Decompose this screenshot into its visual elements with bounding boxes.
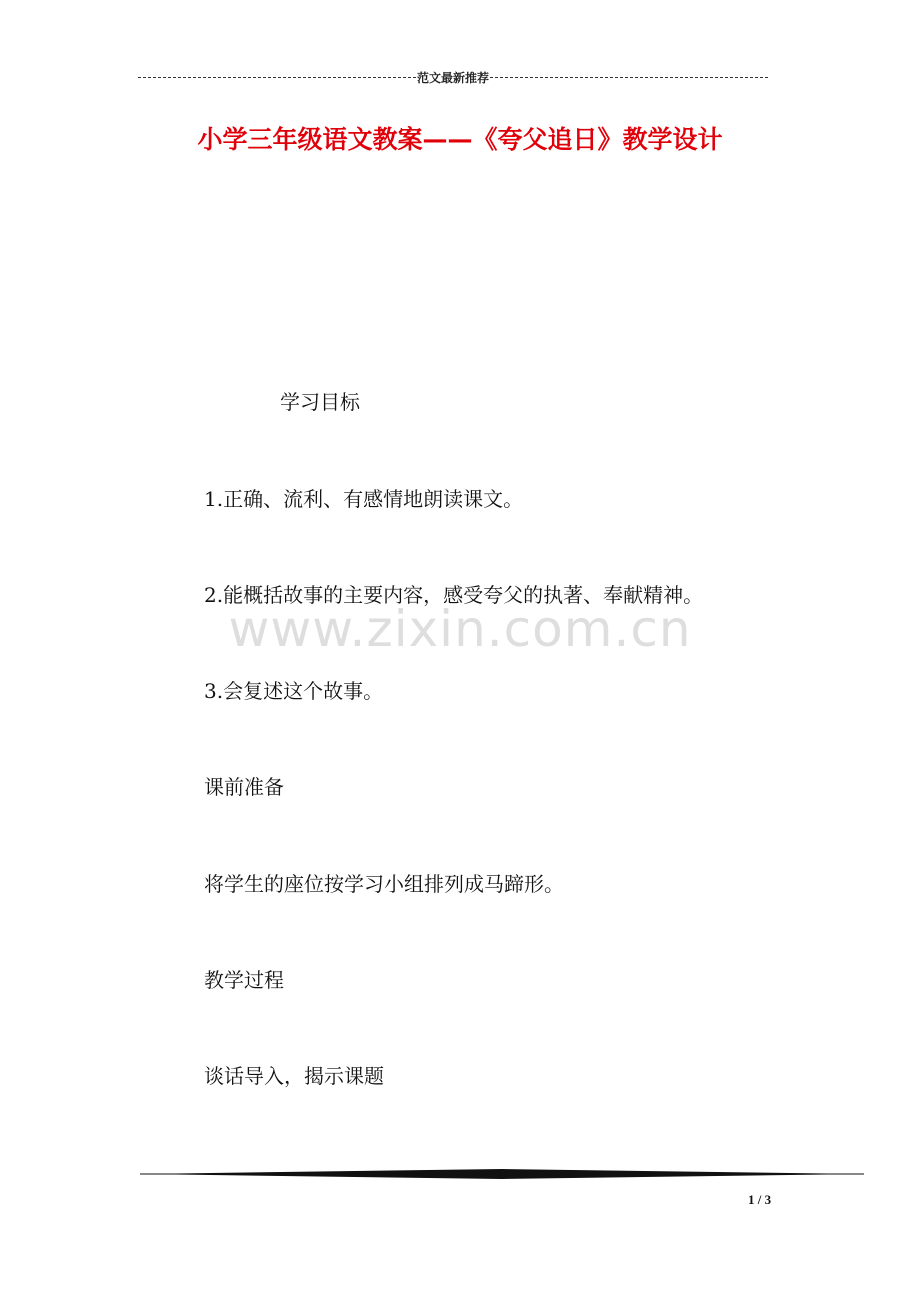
section-heading-goals: 学习目标: [280, 390, 360, 414]
document-title: 小学三年级语文教案——《夸父追日》教学设计: [197, 125, 723, 154]
header-dash-right: [490, 77, 768, 78]
goal-item-3: 3.会复述这个故事。: [204, 679, 384, 703]
goal-item-1: 1.正确、流利、有感情地朗读课文。: [204, 487, 524, 511]
header-divider: [138, 68, 768, 86]
section-heading-process: 教学过程: [204, 968, 284, 992]
watermark-text: www.zixin.com.cn: [228, 600, 692, 658]
page-number: 1 / 3: [748, 1192, 772, 1207]
header-label: 范文最新推荐: [417, 70, 490, 85]
section-heading-prep: 课前准备: [204, 775, 284, 799]
goal-item-2: 2.能概括故事的主要内容，感受夸父的执著、奉献精神。: [204, 583, 704, 607]
process-step-1: 谈话导入，揭示课题: [204, 1064, 384, 1088]
footer-rule: [140, 1168, 864, 1180]
header-dash-left: [138, 77, 416, 78]
prep-paragraph: 将学生的座位按学习小组排列成马蹄形。: [204, 872, 564, 896]
